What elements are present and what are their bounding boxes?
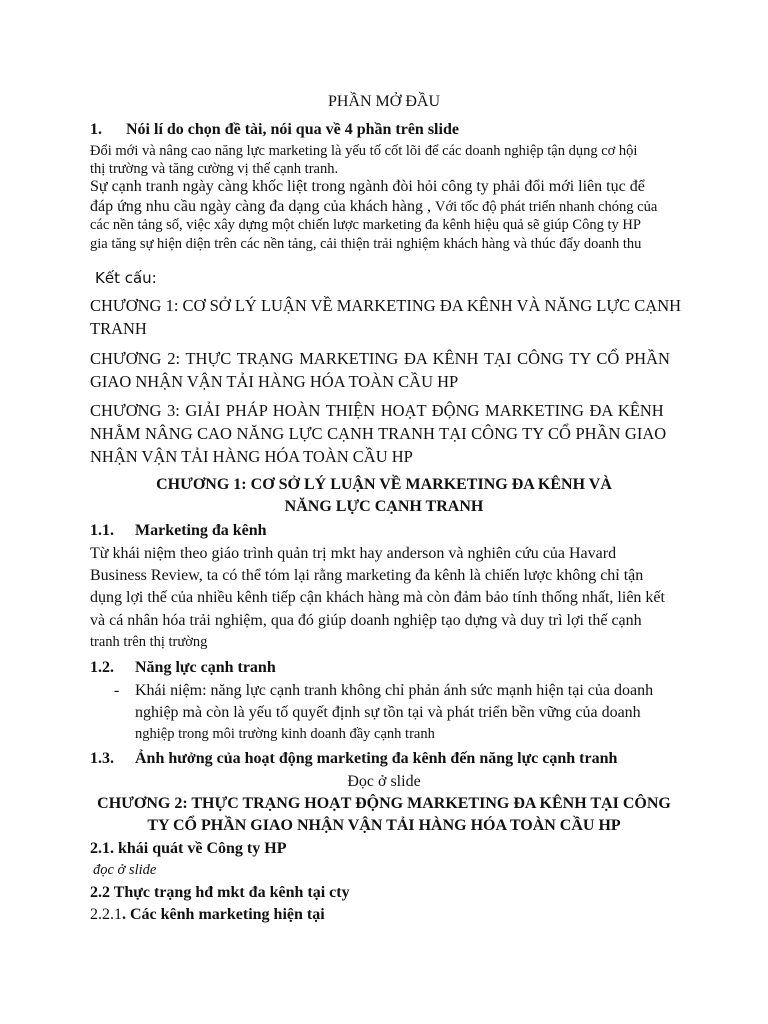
structure-chapter-2-line-1: CHƯƠNG 2: THỰC TRẠNG MARKETING ĐA KÊNH TẠI CÔNG TY CỔ PHẦN <box>90 349 670 368</box>
chapter-1-heading-line-1: CHƯƠNG 1: CƠ SỞ LÝ LUẬN VỀ MARKETING ĐA KÊNH VÀ <box>156 476 612 493</box>
intro-paragraph-1-line-1: Đổi mới và nâng cao năng lực marketing là yếu tố cốt lõi để các doanh nghiệp tận dụng cơ hội <box>90 143 638 159</box>
structure-chapter-3-line-3: NHẬN VẬN TẢI HÀNG HÓA TOÀN CẦU HP <box>90 447 413 466</box>
section-1-1-heading <box>90 522 267 540</box>
section-1-3-heading <box>90 750 617 768</box>
section-1-1-title: Marketing đa kênh <box>135 522 267 539</box>
section-2-2-heading: 2.2 Thực trạng hđ mkt đa kênh tại cty <box>90 884 350 901</box>
section-2-2-1-heading <box>90 906 325 924</box>
section-2-2-1-number: 2.2.1 <box>90 906 122 923</box>
section-1-3-note: Đọc ở slide <box>347 773 421 790</box>
structure-chapter-2-line-2: GIAO NHẬN VẬN TẢI HÀNG HÓA TOÀN CẦU HP <box>90 372 459 391</box>
section-1-2-bullet-line-2: nghiệp mà còn là yếu tố quyết định sự tồn tại và phát triển bền vững của doanh <box>135 704 641 721</box>
chapter-1-heading-line-2: NĂNG LỰC CẠNH TRANH <box>284 498 484 515</box>
section-1-1-number: 1.1. <box>90 522 114 539</box>
intro-item-1-number: 1. <box>90 121 102 138</box>
structure-chapter-3-line-1: CHƯƠNG 3: GIẢI PHÁP HOÀN THIỆN HOẠT ĐỘNG MARKETING ĐA KÊNH <box>90 401 664 420</box>
intro-item-1-text: Nói lí do chọn đề tài, nói qua về 4 phần trên slide <box>126 121 459 138</box>
section-1-1-line-2: Business Review, ta có thể tóm lại rằng marketing đa kênh là chiến lược không chỉ tận <box>90 567 644 584</box>
section-1-1-line-3: dụng lợi thế của nhiều kênh tiếp cận khách hàng mà còn đảm bảo tính thống nhất, liên kết <box>90 589 665 606</box>
intro-paragraph-2-line-3: các nền tảng số, việc xây dựng một chiến lược marketing đa kênh hiệu quả sẽ giúp Công ty HP <box>90 217 641 233</box>
section-1-2-title: Năng lực cạnh tranh <box>135 659 276 676</box>
intro-title: PHẦN MỞ ĐẦU <box>327 93 440 110</box>
structure-chapter-3-line-2: NHẰM NÂNG CAO NĂNG LỰC CẠNH TRANH TẠI CÔNG TY CỔ PHẦN GIAO <box>90 424 667 443</box>
section-2-1-heading: 2.1. khái quát về Công ty HP <box>90 840 287 857</box>
section-1-2-heading <box>90 659 276 677</box>
section-1-2-bullet-dash: - <box>114 682 120 699</box>
chapter-2-heading-line-2: TY CỔ PHẦN GIAO NHẬN VẬN TẢI HÀNG HÓA TOÀN CẦU HP <box>147 817 621 834</box>
intro-paragraph-2-line-4: gia tăng sự hiện diện trên các nền tảng, cải thiện trải nghiệm khách hàng và thúc đẩy doanh thu <box>90 236 642 252</box>
section-1-1-line-1: Từ khái niệm theo giáo trình quản trị mkt hay anderson và nghiên cứu của Havard <box>90 545 617 562</box>
intro-paragraph-2-line-2a: đáp ứng nhu cầu ngày càng đa dạng của khách hàng , <box>90 198 435 215</box>
section-1-1-line-5: tranh trên thị trường <box>90 634 208 650</box>
section-1-3-number: 1.3. <box>90 750 114 767</box>
section-1-1-line-4: và cá nhân hóa trải nghiệm, qua đó giúp doanh nghiệp tạo dựng và duy trì lợi thế cạnh <box>90 612 642 629</box>
intro-paragraph-1-line-2: thị trường và tăng cường vị thế cạnh tranh. <box>90 161 339 177</box>
section-1-2-number: 1.2. <box>90 659 114 676</box>
intro-paragraph-2-line-1: Sự cạnh tranh ngày càng khốc liệt trong ngành đòi hỏi công ty phải đổi mới liên tục để <box>90 178 645 195</box>
intro-paragraph-2-line-2 <box>90 198 657 216</box>
section-2-2-1-title: . Các kênh marketing hiện tại <box>122 906 325 923</box>
section-1-2-bullet-line-1: Khái niệm: năng lực cạnh tranh không chỉ phản ánh sức mạnh hiện tại của doanh <box>135 682 654 699</box>
structure-chapter-1-line-2: TRANH <box>90 319 147 338</box>
intro-item-1 <box>90 121 459 139</box>
chapter-2-heading-line-1: CHƯƠNG 2: THỰC TRẠNG HOẠT ĐỘNG MARKETING ĐA KÊNH TẠI CÔNG <box>97 795 671 812</box>
structure-chapter-1-line-1: CHƯƠNG 1: CƠ SỞ LÝ LUẬN VỀ MARKETING ĐA KÊNH VÀ NĂNG LỰC CẠNH <box>90 296 682 315</box>
structure-label: Kết cấu: <box>95 269 157 287</box>
intro-paragraph-2-line-2b: Với tốc độ phát triển nhanh chóng của <box>435 199 658 215</box>
section-2-1-note: đọc ở slide <box>93 862 157 878</box>
section-1-2-bullet-line-3: nghiệp trong môi trường kinh doanh đầy cạnh tranh <box>135 726 435 742</box>
section-1-3-title: Ảnh hưởng của hoạt động marketing đa kênh đến năng lực cạnh tranh <box>135 750 618 767</box>
